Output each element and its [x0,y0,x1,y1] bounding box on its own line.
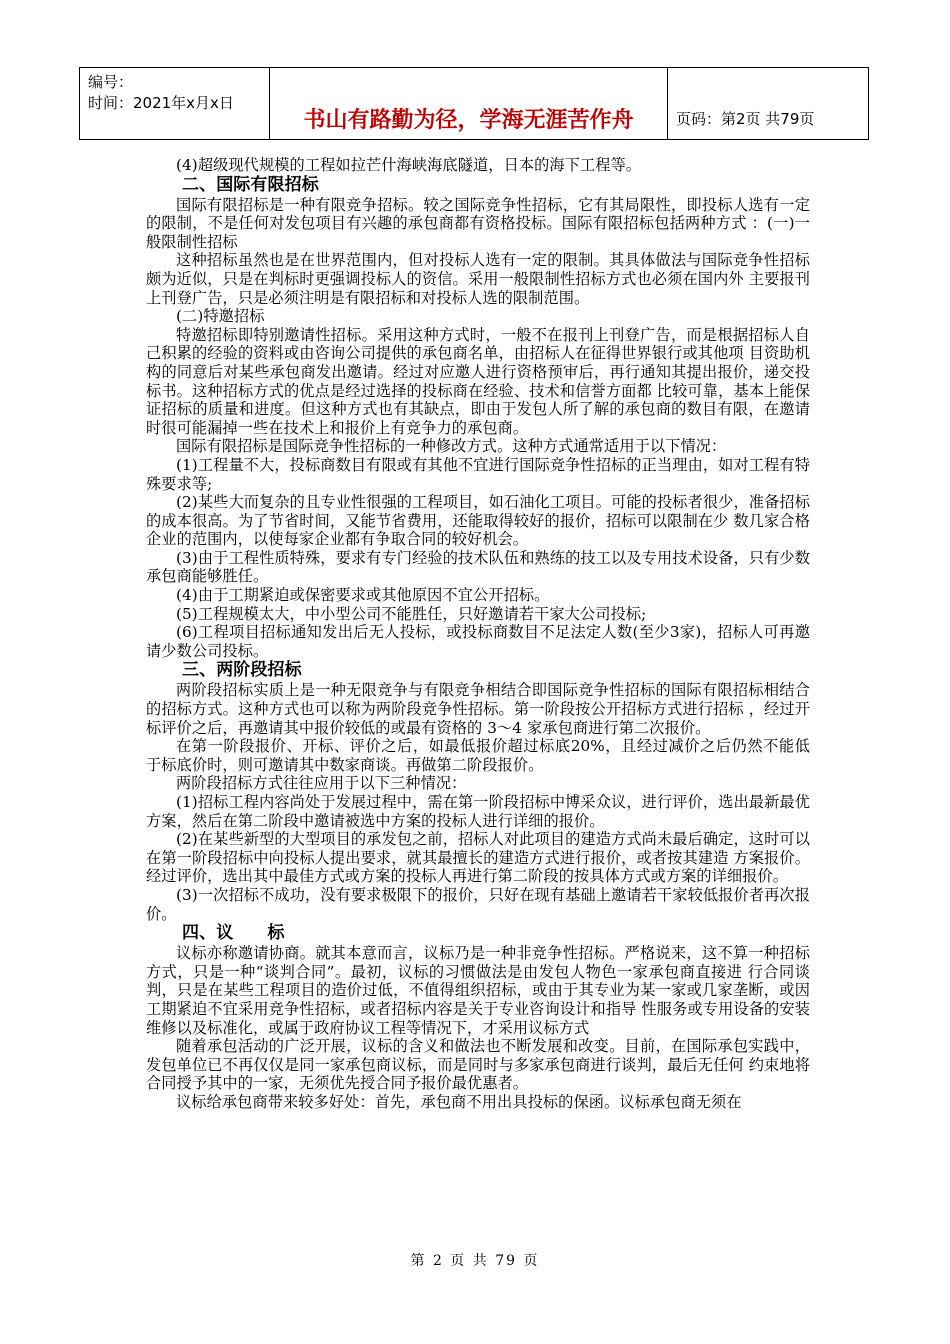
paragraph: (3)由于工程性质特殊，要求有专门经验的技术队伍和熟练的技工以及专用技术设备，只有少数承包商能够胜任。 [146,548,810,586]
paragraph: 随着承包活动的广泛开展，议标的含义和做法也不断发展和改变。目前，在国际承包实践中，发包单位已不再仅仅是同一家承包商议标，而是同时与多家承包商进行谈判，最后无任何 约束地将合同授予其中的一家，无须优先授合同予报价最优惠者。 [146,1037,810,1093]
header-page-info: 页码：第2页 共79页 [676,110,815,128]
header-code: 编号： [88,73,134,91]
paragraph: (4)超级现代规模的工程如拉芒什海峡海底隧道，日本的海下工程等。 [176,156,642,174]
paragraph: (3)一次招标不成功，没有要求极限下的报价，只好在现有基础上邀请若干家较低报价者再次报价。 [146,885,810,923]
header-motto: 书山有路勤为径，学海无涯苦作舟 [270,68,668,139]
paragraph: 两阶段招标实质上是一种无限竞争与有限竞争相结合即国际竞争性招标的国际有限招标相结合的招标方式。这种方式也可以称为两阶段竞争性招标。第一阶段按公开招标方式进行招标 ，经过开标评价之后，再邀请其中报价较低的或最有资格的 3～4 家承包商进行第二次报价。 [146,681,810,737]
paragraph: (1)工程量不大，投标商数目有限或有其他不宜进行国际竞争性招标的正当理由，如对工程有特殊要求等; [146,455,810,493]
section-heading: 三、两阶段招标 [182,660,302,681]
paragraph: 议标给承包商带来较多好处：首先，承包商不用出具投标的保函。议标承包商无须在 [176,1092,742,1111]
section-heading: 二、国际有限招标 [182,174,319,195]
paragraph: (二)特邀招标 [176,307,265,326]
header-time: 时间：2021年x月x日 [88,94,234,112]
page-footer: 第 2 页 共 79 页 [410,1253,540,1269]
document-body [146,156,810,1112]
paragraph: 国际有限招标是一种有限竞争招标。较之国际竞争性招标，它有其局限性，即投标人选有一定的限制，不是任何对发包项目有兴趣的承包商都有资格投标。国际有限招标包括两种方式 ：(一)一般限制性招标 [146,195,810,251]
paragraph: (5)工程规模太大，中小型公司不能胜任，只好邀请若干家大公司投标; [176,604,647,623]
paragraph: 这种招标虽然也是在世界范围内，但对投标人选有一定的限制。其具体做法与国际竞争性招标颇为近似，只是在判标时更强调投标人的资信。采用一般限制性招标方式也必须在国内外 主要报刊上刊登广告，只是必须注明是有限招标和对投标人选的限制范围。 [146,251,810,307]
paragraph: (4)由于工期紧迫或保密要求或其他原因不宜公开招标。 [176,586,550,605]
paragraph: 特邀招标即特别邀请性招标。采用这种方式时，一般不在报刊上刊登广告，而是根据招标人自己积累的经验的资料或由咨询公司提供的承包商名单，由招标人在征得世界银行或其他项 目资助机构的同意后对某些承包商发出邀请。经过对应邀人进行资格预审后，再行通知其提出报价，递交投标书。这种招标方式的优点是经过选择的投标商在经验、技术和信誉方面都 比较可靠，基本上能保证招标的质量和进度。但这种方式也有其缺点，即由于发包人所了解的承包商的数目有限，在邀请时很可能漏掉一些在技术上和报价上有竞争力的承包商。 [146,325,810,437]
page-header [79,67,869,140]
paragraph: (2)在某些新型的大型项目的承发包之前，招标人对此项目的建造方式尚未最后确定，这时可以在第一阶段招标中向投标人提出要求，就其最擅长的建造方式进行报价，或者按其建造 方案报价。经过评价，选出其中最佳方式或方案的投标人再进行第二阶段的按具体方式或方案的详细报价。 [146,830,810,886]
paragraph: 两阶段招标方式往往应用于以下三种情况： [176,774,467,793]
paragraph: 国际有限招标是国际竞争性招标的一种修改方式。这种方式通常适用于以下情况： [176,437,727,456]
paragraph: 在第一阶段报价、开标、评价之后，如最低报价超过标底20%，且经过减价之后仍然不能低 于标底价时，则可邀请其中数家商谈。再做第二阶段报价。 [146,737,810,774]
paragraph: (2)某些大而复杂的且专业性很强的工程项目，如石油化工项目。可能的投标者很少，准备招标的成本很高。为了节省时间，又能节省费用，还能取得较好的报价，招标可以限制在少 数几家合格企业的范围内，以使每家企业都有争取合同的较好机会。 [146,493,810,549]
paragraph: (6)工程项目招标通知发出后无人投标，或投标商数目不足法定人数(至少3家)，招标人可再邀请少数公司投标。 [146,623,810,660]
section-heading: 四、议 标 [182,923,285,944]
paragraph: (1)招标工程内容尚处于发展过程中，需在第一阶段招标中博采众议，进行评价，选出最新最优方案，然后在第二阶段中邀请被选中方案的投标人进行详细的报价。 [146,793,810,830]
paragraph: 议标亦称邀请协商。就其本意而言，议标乃是一种非竞争性招标。严格说来，这不算一种招标方式，只是一种“谈判合同”。最初，议标的习惯做法是由发包人物色一家承包商直接进 行合同谈判，只是在某些工程项目的造价过低，不值得组织招标，或由于其专业为某一家或几家垄断，或因工期紧迫不宜采用竞争性招标，或者招标内容是关于专业咨询设计和指导 性服务或专用设备的安装维修以及标准化，或属于政府协议工程等情况下，才采用议标方式 [146,944,810,1037]
header-meta [80,68,270,139]
